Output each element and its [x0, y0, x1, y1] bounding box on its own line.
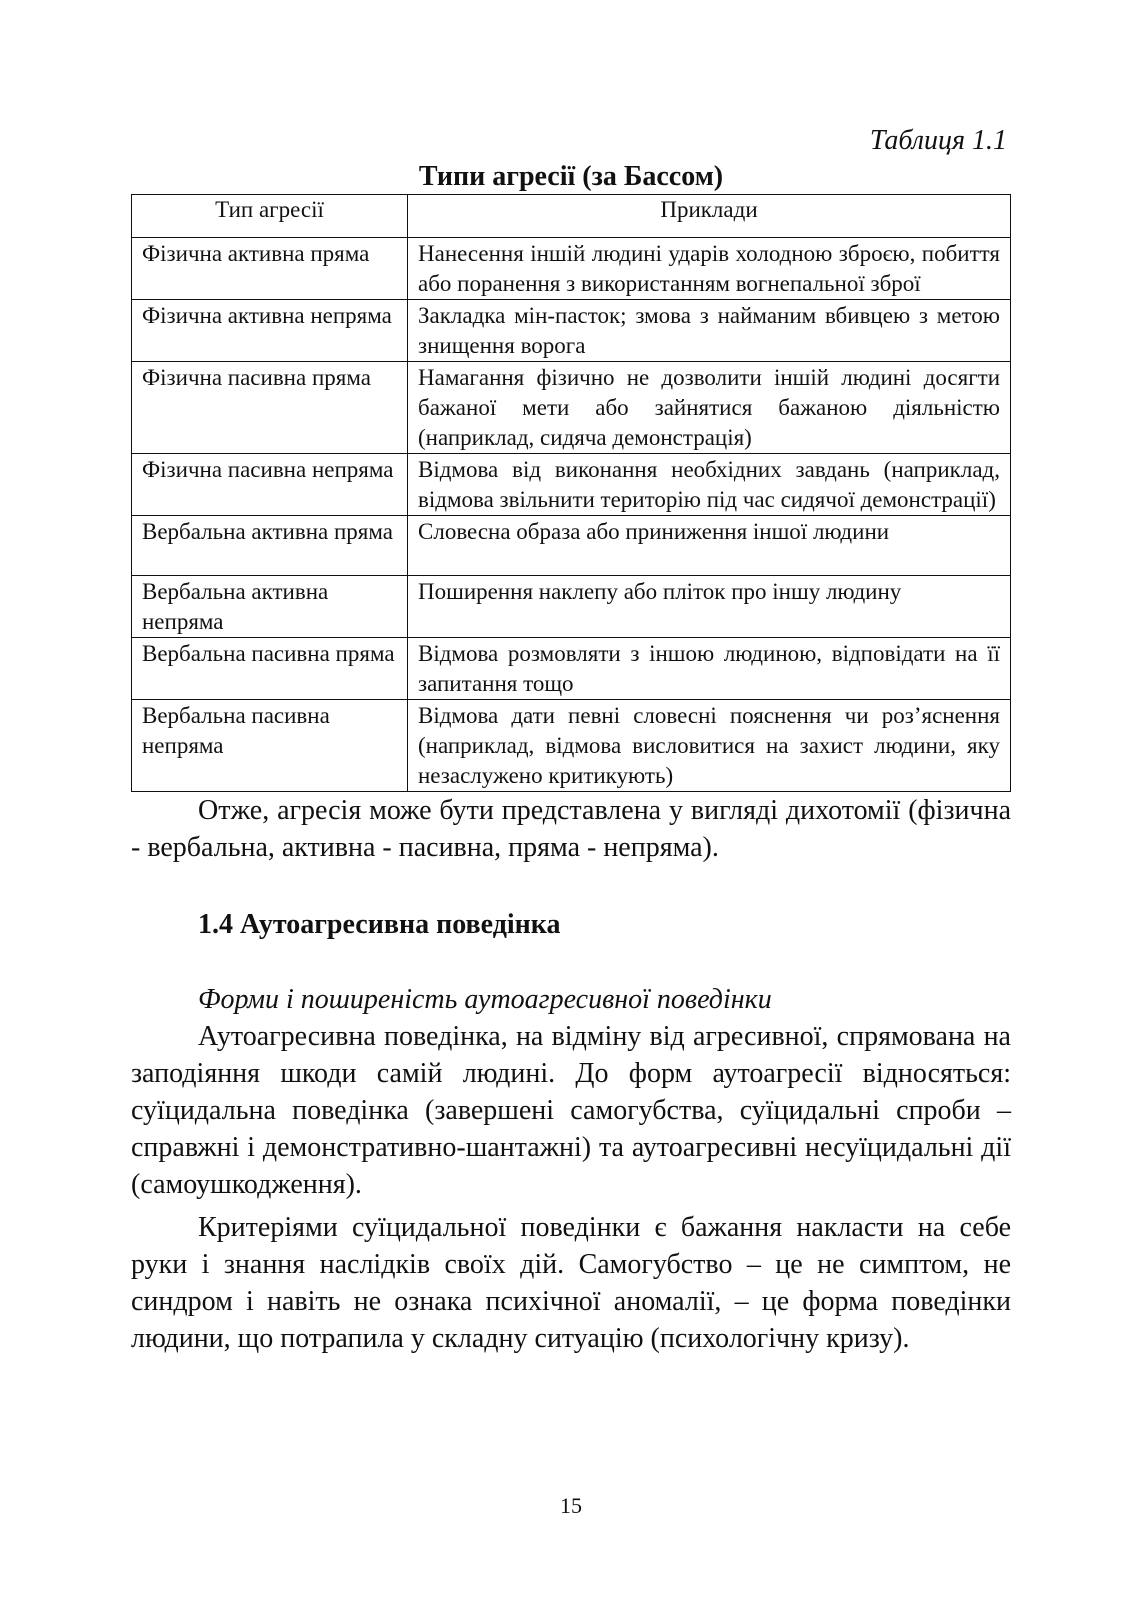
example-cell: Відмова від виконання необхідних завдань (наприклад, відмова звільнити територію під час сидячої демонстрації) — [408, 454, 1011, 516]
example-cell: Нанесення іншій людині ударів холодною зброєю, побиття або поранення з використанням вогнепальної зброї — [408, 238, 1011, 300]
aggression-type-cell: Вербальна пасивна пряма — [132, 638, 408, 700]
table-row — [132, 362, 1011, 454]
table-row — [132, 238, 1011, 300]
aggression-type-cell: Фізична пасивна пряма — [132, 362, 408, 454]
aggression-type-cell: Вербальна активна пряма — [132, 516, 408, 576]
page-number: 15 — [560, 1493, 582, 1518]
section-heading: 1.4 Аутоагресивна поведінка — [198, 909, 561, 940]
table-row — [132, 700, 1011, 792]
column-header-type: Тип агресії — [132, 195, 408, 238]
aggression-type-cell: Фізична активна непряма — [132, 300, 408, 362]
paragraph-suicide-criteria: Критеріями суїцидальної поведінки є бажання накласти на себе руки і знання наслідків своїх дій. Самогубство – це не симптом, не синдром і навіть не ознака психічної аномалії, – це форма поведінки людини, що потрапила у складну ситуацію (психологічну кризу). — [131, 1212, 1011, 1354]
table-row — [132, 576, 1011, 638]
example-cell: Відмова розмовляти з іншою людиною, відповідати на її запитання тощо — [408, 638, 1011, 700]
example-cell: Словесна образа або приниження іншої людини — [408, 516, 1011, 576]
subsection-heading: Форми і поширеність аутоагресивної поведінки — [198, 984, 772, 1015]
column-header-examples: Приклади — [408, 195, 1011, 238]
table-row — [132, 516, 1011, 576]
aggression-type-cell: Вербальна активна непряма — [132, 576, 408, 638]
aggression-type-cell: Фізична пасивна непряма — [132, 454, 408, 516]
aggression-type-cell: Вербальна пасивна непряма — [132, 700, 408, 792]
table-row — [132, 454, 1011, 516]
table-number: Таблиця 1.1 — [869, 125, 1007, 156]
paragraph-autoaggression-forms: Аутоагресивна поведінка, на відміну від агресивної, спрямована на заподіяння шкоди самій людині. До форм аутоагресії відносяться: суїцидальна поведінка (завершені самогубства, суїцидальні спроби – справжні і демонстративно-шантажні) та аутоагресивні несуїцидальні дії (самоушкодження). — [131, 1021, 1011, 1200]
example-cell: Закладка мін-пасток; змова з найманим вбивцею з метою знищення ворога — [408, 300, 1011, 362]
example-cell: Відмова дати певні словесні пояснення чи роз’яснення (наприклад, відмова висловитися на захист людини, яку незаслужено критикують) — [408, 700, 1011, 792]
aggression-type-cell: Фізична активна пряма — [132, 238, 408, 300]
table-header-row — [132, 195, 1011, 238]
table-title: Типи агресії (за Бассом) — [418, 161, 724, 192]
table-row — [132, 638, 1011, 700]
example-cell: Поширення наклепу або пліток про іншу людину — [408, 576, 1011, 638]
example-cell: Намагання фізично не дозволити іншій людині досягти бажаної мети або зайнятися бажаною діяльністю (наприклад, сидяча демонстрація) — [408, 362, 1011, 454]
paragraph-dichotomy: Отже, агресія може бути представлена у вигляді дихотомії (фізична - вербальна, активна - пасивна, пряма - непряма). — [131, 795, 1011, 863]
table-row — [132, 300, 1011, 362]
page-content — [131, 124, 1011, 1357]
aggression-types-table — [131, 194, 1011, 792]
